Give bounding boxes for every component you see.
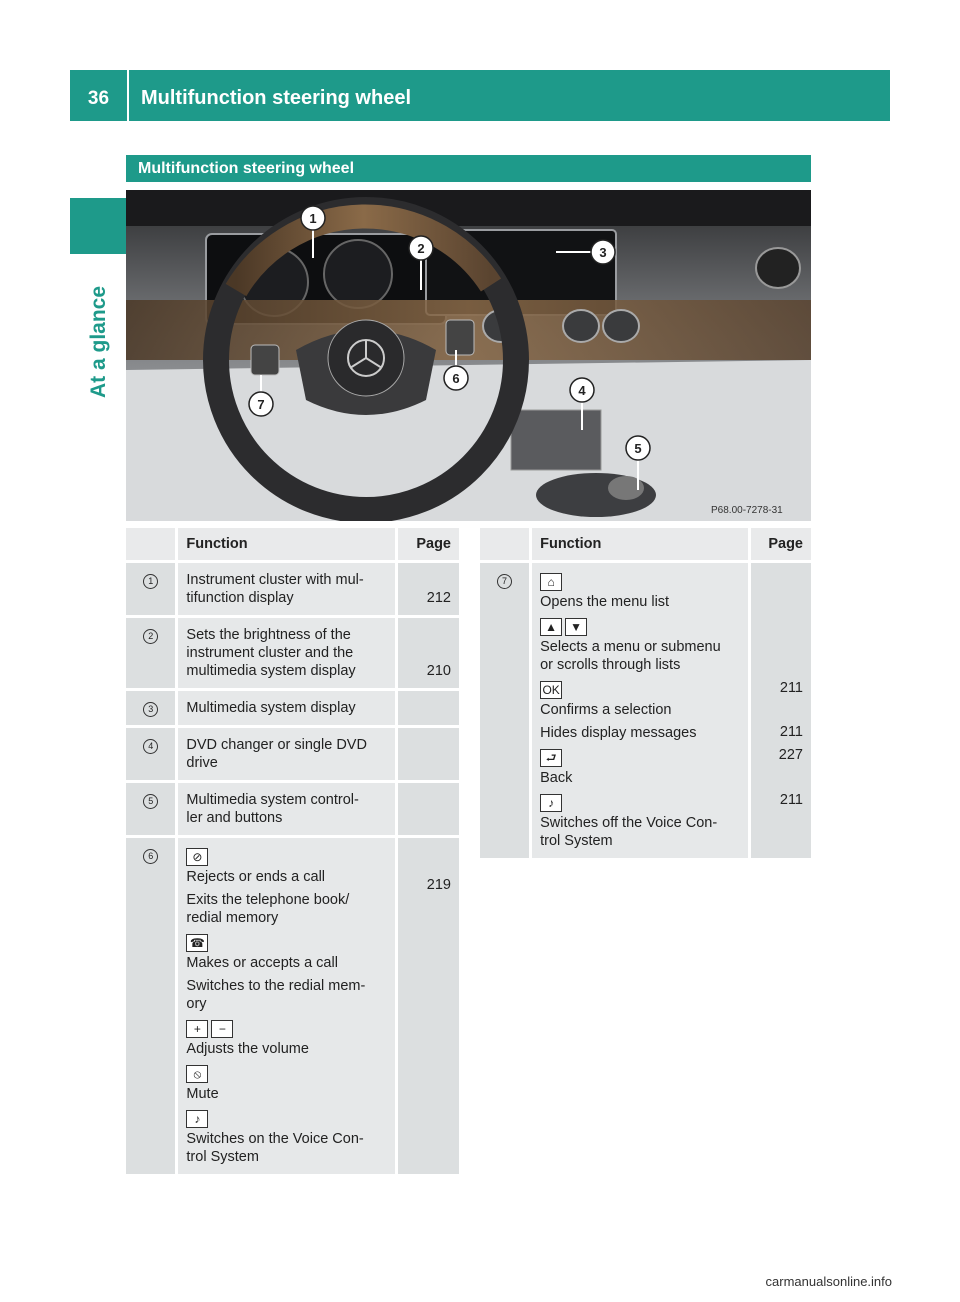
page-ref: 212 (397, 562, 459, 617)
function-text: Switches off the Voice Con- (540, 815, 718, 831)
callout-2: 2 (417, 241, 425, 256)
table-row (126, 837, 459, 1176)
function-text: Switches on the Voice Con- (186, 1131, 364, 1147)
side-tab-label: At a glance (87, 285, 110, 398)
function-text: Confirms a selection (540, 702, 672, 718)
function-text: Instrument cluster with mul- (186, 572, 364, 588)
volume-down-icon: − (211, 1020, 233, 1038)
function-text: redial memory (186, 910, 279, 926)
page-ref: 227 (778, 747, 803, 763)
function-text: drive (186, 755, 218, 771)
mute-icon: ⦸ (186, 1065, 208, 1083)
callout-6: 6 (452, 371, 460, 386)
col-header-function: Function (531, 528, 750, 562)
arrow-up-icon: ▲ (540, 618, 562, 636)
function-text: Adjusts the volume (186, 1041, 309, 1057)
watermark: carmanualsonline.info (765, 1274, 892, 1289)
page-ref: 211 (779, 724, 803, 740)
function-text: Opens the menu list (540, 594, 670, 610)
page-ref: 211 (779, 792, 803, 808)
steering-wheel-photo (126, 190, 811, 521)
function-text: instrument cluster and the (186, 645, 354, 661)
item-number: 3 (143, 702, 158, 717)
function-text: ler and buttons (186, 810, 283, 826)
item-number: 7 (497, 574, 512, 589)
page-ref: 210 (397, 617, 459, 690)
header-divider (127, 70, 129, 121)
col-header-page: Page (749, 528, 811, 562)
function-table-left (126, 528, 459, 1177)
page-ref: 219 (397, 837, 459, 1176)
page-ref (397, 727, 459, 782)
function-text: Switches to the redial mem- (186, 978, 366, 994)
phone-accept-icon: ☎ (186, 934, 208, 952)
function-text: Sets the brightness of the (186, 627, 351, 643)
col-header-page: Page (397, 528, 459, 562)
arrow-down-icon: ▼ (565, 618, 587, 636)
callout-5: 5 (634, 441, 642, 456)
ok-button-icon: OK (540, 681, 562, 699)
callout-4: 4 (578, 383, 586, 398)
table-row (126, 690, 459, 727)
function-text: Makes or accepts a call (186, 955, 338, 971)
function-text: trol System (540, 833, 613, 849)
section-title: Multifunction steering wheel (126, 155, 811, 182)
item-number: 1 (143, 574, 158, 589)
volume-up-icon: + (186, 1020, 208, 1038)
table-row (126, 562, 459, 617)
item-number: 6 (143, 849, 158, 864)
table-row (126, 782, 459, 837)
function-text: Back (540, 770, 573, 786)
table-row (126, 727, 459, 782)
col-header-num (480, 528, 531, 562)
item-number: 2 (143, 629, 158, 644)
page-ref: 211 (779, 680, 803, 696)
function-text: Multimedia system control- (186, 792, 359, 808)
voice-control-off-icon: ♪ (540, 794, 562, 812)
callout-7: 7 (257, 397, 265, 412)
function-text: Selects a menu or submenu (540, 639, 721, 655)
function-text: Multimedia system display (186, 700, 356, 716)
function-text: DVD changer or single DVD (186, 737, 367, 753)
item-number: 4 (143, 739, 158, 754)
page-ref (397, 782, 459, 837)
callout-3: 3 (599, 245, 607, 260)
function-text: trol System (186, 1149, 259, 1165)
home-icon: ⌂ (540, 573, 562, 591)
function-text: ory (186, 996, 207, 1012)
back-icon: ⮐ (540, 749, 562, 767)
item-number: 5 (143, 794, 158, 809)
function-text: tifunction display (186, 590, 294, 606)
page-title: Multifunction steering wheel (141, 87, 412, 109)
col-header-num (126, 528, 177, 562)
function-text: Rejects or ends a call (186, 869, 326, 885)
col-header-function: Function (177, 528, 397, 562)
function-text: or scrolls through lists (540, 657, 681, 673)
function-table-right (480, 528, 811, 861)
function-text: multimedia system display (186, 663, 356, 679)
table-row (480, 562, 811, 860)
callout-1: 1 (309, 211, 317, 226)
voice-control-icon: ♪ (186, 1110, 208, 1128)
function-text: Exits the telephone book/ (186, 892, 350, 908)
function-text: Hides display messages (540, 725, 697, 741)
page-number: 36 (87, 88, 110, 109)
table-row (126, 617, 459, 690)
function-text: Mute (186, 1086, 219, 1102)
photo-code: P68.00-7278-31 (711, 505, 783, 516)
end-call-icon: ⊘ (186, 848, 208, 866)
side-tab-marker (70, 198, 127, 254)
page-ref (397, 690, 459, 727)
